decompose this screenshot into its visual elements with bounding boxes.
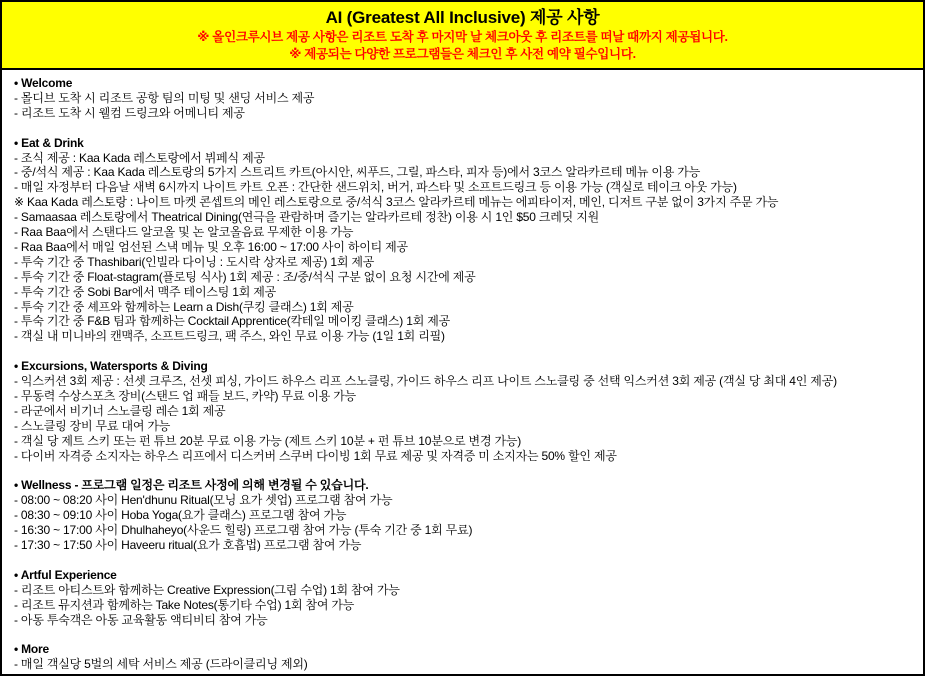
- section-item-line: - 조식 제공 : Kaa Kada 레스토랑에서 뷔페식 제공: [14, 150, 265, 165]
- header-notice-1: ※ 올인크루시브 제공 사항은 리조트 도착 후 마지막 날 체크아웃 후 리조트를 떠날 때까지 제공됩니다.: [197, 30, 728, 44]
- section-item-line: - 08:00 ~ 08:20 사이 Hen'dhunu Ritual(모닝 요가 셋업) 프로그램 참여 가능: [14, 493, 393, 508]
- section-item-line: - 투숙 기간 중 F&B 팀과 함께하는 Cocktail Apprentice(칵테일 메이킹 클래스) 1회 제공: [14, 314, 451, 329]
- section-item-line: - 리조트 뮤지션과 함께하는 Take Notes(통기타 수업) 1회 참여 가능: [14, 597, 355, 612]
- section-title: • Artful Experience: [14, 567, 117, 582]
- section-item-line: - 08:30 ~ 09:10 사이 Hoba Yoga(요가 클래스) 프로그램 참여 가능: [14, 508, 347, 523]
- section-item-line: ※ Kaa Kada 레스토랑 : 나이트 마켓 콘셉트의 메인 레스토랑으로 중/석식 3코스 알라카르테 메뉴는 에피타이저, 메인, 디저트 구분 없이 3가지 주문 가능: [14, 195, 779, 210]
- section-item-line: - Raa Baa에서 스탠다드 알코올 및 논 알코올음료 무제한 이용 가능: [14, 225, 354, 240]
- section-item-line: - Raa Baa에서 매일 엄선된 스낵 메뉴 및 오후 16:00 ~ 17:00 사이 하이티 제공: [14, 239, 408, 254]
- section-title: • More: [14, 642, 50, 657]
- section: [14, 478, 911, 553]
- section-item-line: - 객실 당 제트 스키 또는 펀 튜브 20분 무료 이용 가능 (제트 스키 10분 + 펀 튜브 10분으로 변경 가능): [14, 433, 522, 448]
- section-title: • Welcome: [14, 76, 73, 90]
- section-item-line: - 16:30 ~ 17:00 사이 Dhulhaheyo(사운드 힐링) 프로그램 참여 가능 (투숙 기간 중 1회 무료): [14, 523, 473, 538]
- section-item-line: - 무동력 수상스포츠 장비(스탠드 업 패들 보드, 카약) 무료 이용 가능: [14, 389, 357, 403]
- section-item-line: - 매일 자정부터 다음날 새벽 6시까지 나이트 카트 오픈 : 간단한 샌드위치, 버거, 파스타 및 소프트드링크 등 이용 가능 (객실로 테이크 아웃 가능): [14, 180, 737, 195]
- section-item-line: - 리조트 도착 시 웰컴 드링크와 어메니티 제공: [14, 105, 245, 120]
- section-item-line: - 매일 객실당 5벌의 세탁 서비스 제공 (드라이클리닝 제외): [14, 657, 308, 672]
- section-item-line: - 17:30 ~ 17:50 사이 Haveeru ritual(요가 호흡법) 프로그램 참여 가능: [14, 538, 362, 553]
- section-item-line: - Samaasaa 레스토랑에서 Theatrical Dining(연극을 관람하며 즐기는 알라카르테 정찬) 이용 시 1인 $50 크레딧 지원: [14, 210, 599, 225]
- page-header: [2, 2, 923, 70]
- section-item-line: - 객실 내 미니바의 캔맥주, 소프트드링크, 팩 주스, 와인 무료 이용 가능 (1일 1회 리필): [14, 329, 445, 344]
- document-body: [2, 70, 923, 672]
- page-title: AI (Greatest All Inclusive) 제공 사항: [325, 8, 600, 27]
- section-item-line: - 몰디브 도착 시 리조트 공항 팀의 미팅 및 샌딩 서비스 제공: [14, 90, 315, 105]
- section-item-line: - 스노클링 장비 무료 대여 가능: [14, 418, 171, 433]
- section: [14, 76, 911, 121]
- section: [14, 359, 911, 463]
- section-item-line: - 라군에서 비기너 스노클링 레슨 1회 제공: [14, 403, 226, 418]
- header-notice-2: ※ 제공되는 다양한 프로그램들은 체크인 후 사전 예약 필수입니다.: [289, 46, 636, 61]
- section-item-line: - 투숙 기간 중 Float-stagram(플로팅 식사) 1회 제공 : 조/중/석식 구분 없이 요청 시간에 제공: [14, 269, 476, 284]
- section-item-line: - 아동 투숙객은 아동 교육활동 액티비티 참여 가능: [14, 612, 268, 627]
- section-item-line: - 리조트 아티스트와 함께하는 Creative Expression(그림 수업) 1회 참여 가능: [14, 582, 400, 597]
- section-item-line: - 익스커션 3회 제공 : 선셋 크루즈, 선셋 피싱, 가이드 하우스 리프 스노클링, 가이드 하우스 리프 나이트 스노클링 중 선택 익스커션 3회 제공 (객실 당 최대 4인 제공): [14, 374, 837, 389]
- section: [14, 642, 911, 672]
- section: [14, 136, 911, 345]
- section-title: • Eat & Drink: [14, 135, 84, 150]
- section-item-line: - 다이버 자격증 소지자는 하우스 리프에서 디스커버 스쿠버 다이빙 1회 무료 제공 및 자격증 미 소지자는 50% 할인 제공: [14, 448, 617, 463]
- section-item-line: - 투숙 기간 중 셰프와 함께하는 Learn a Dish(쿠킹 클래스) 1회 제공: [14, 299, 354, 314]
- section-title: • Wellness - 프로그램 일정은 리조트 사정에 의해 변경될 수 있습니다.: [14, 478, 369, 493]
- section-item-line: - 중/석식 제공 : Kaa Kada 레스토랑의 5가지 스트리트 카트(아시안, 씨푸드, 그릴, 파스타, 피자 등)에서 3코스 알라카르테 메뉴 이용 가능: [14, 165, 701, 180]
- section-title: • Excursions, Watersports & Diving: [14, 359, 208, 374]
- section-item-line: - 투숙 기간 중 Thashibari(인빌라 다이닝 : 도시락 상자로 제공) 1회 제공: [14, 254, 375, 269]
- section: [14, 568, 911, 628]
- section-item-line: - 투숙 기간 중 Sobi Bar에서 맥주 테이스팅 1회 제공: [14, 284, 277, 299]
